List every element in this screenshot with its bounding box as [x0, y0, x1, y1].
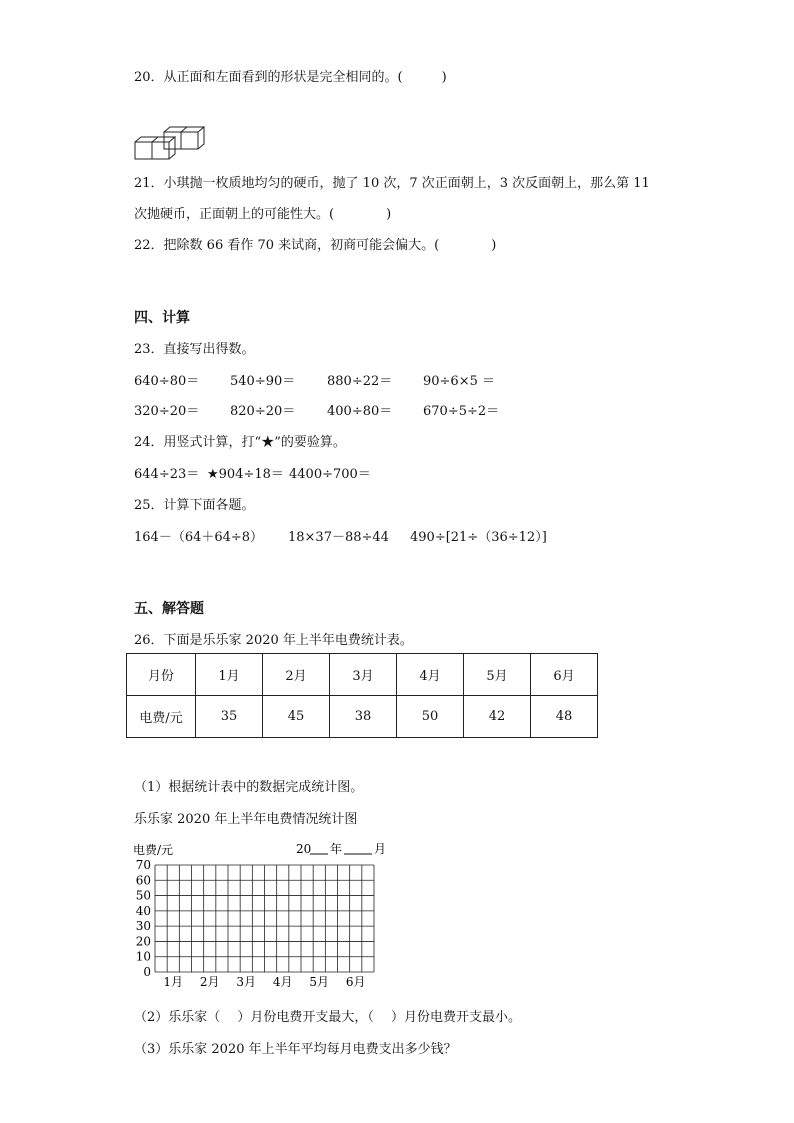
- y-tick-label: 20: [135, 934, 151, 949]
- y-tick-label: 10: [135, 949, 151, 964]
- table-row: [127, 696, 598, 738]
- y-tick-label: 60: [135, 873, 151, 888]
- x-tick-label: 3月: [236, 975, 257, 989]
- q25-item: 164－（64＋64÷8）: [134, 530, 264, 545]
- question-26-part2: （2）乐乐家（ ）月份电费开支最大，（ ）月份电费开支最小。: [134, 1010, 522, 1025]
- table-cell: 1月: [196, 654, 263, 696]
- y-tick-label: 50: [135, 888, 151, 903]
- x-tick-label: 6月: [345, 975, 366, 989]
- q25-item: 490÷[21÷（36÷12）]: [410, 530, 547, 545]
- x-tick-label: 1月: [163, 975, 184, 989]
- q24-item: 644÷23＝: [134, 467, 200, 482]
- question-24-title: 24．用竖式计算，打“★”的要验算。: [134, 435, 346, 450]
- q23-item: 540÷90＝: [230, 374, 296, 389]
- q25-item: 18×37－88÷44: [288, 530, 389, 545]
- question-21-line2: 次抛硬币，正面朝上的可能性大。( ): [134, 207, 392, 222]
- table-cell: 48: [531, 696, 598, 738]
- y-tick-label: 0: [143, 965, 151, 979]
- q23-item: 640÷80＝: [134, 374, 200, 389]
- table-cell: 月份: [127, 654, 196, 696]
- question-26-part3: （3）乐乐家 2020 年上半年平均每月电费支出多少钱？: [134, 1042, 457, 1057]
- table-cell: 50: [397, 696, 464, 738]
- q23-item: 880÷22＝: [327, 374, 393, 389]
- q23-item: 400÷80＝: [327, 404, 393, 419]
- x-tick-label: 2月: [199, 975, 220, 989]
- cube-stack-icon: [134, 126, 208, 162]
- q23-item: 820÷20＝: [230, 404, 296, 419]
- electricity-bar-chart: [130, 838, 400, 998]
- table-cell: 42: [464, 696, 531, 738]
- table-cell: 3月: [330, 654, 397, 696]
- x-tick-label: 4月: [272, 975, 293, 989]
- section-5-heading: 五、解答题: [134, 601, 204, 617]
- question-23-title: 23．直接写出得数。: [134, 342, 255, 357]
- question-22: 22．把除数 66 看作 70 来试商，初商可能会偏大。( ): [134, 238, 497, 253]
- x-ticks: [163, 975, 365, 989]
- table-header-row: [127, 654, 598, 696]
- section-4-heading: 四、计算: [134, 310, 190, 326]
- q23-item: 90÷6×5 ＝: [423, 374, 496, 389]
- question-25-title: 25．计算下面各题。: [134, 498, 255, 513]
- date-prefix: 20: [296, 842, 312, 856]
- q24-item: 4400÷700＝: [289, 467, 371, 482]
- q24-item: ★904÷18＝: [207, 467, 284, 482]
- table-cell: 5月: [464, 654, 531, 696]
- chart-caption: 乐乐家 2020 年上半年电费情况统计图: [134, 812, 358, 827]
- table-cell: 38: [330, 696, 397, 738]
- table-cell: 35: [196, 696, 263, 738]
- y-tick-label: 70: [135, 858, 151, 872]
- y-axis-label: 电费/元: [133, 843, 174, 857]
- table-cell: 2月: [263, 654, 330, 696]
- chart-grid: [155, 865, 374, 972]
- table-cell: 4月: [397, 654, 464, 696]
- q23-item: 670÷5÷2＝: [423, 404, 500, 419]
- y-tick-label: 30: [135, 919, 151, 934]
- y-ticks: [136, 858, 151, 979]
- table-cell: 电费/元: [127, 696, 196, 738]
- question-26-part1: （1）根据统计表中的数据完成统计图。: [134, 780, 364, 795]
- question-26-title: 26．下面是乐乐家 2020 年上半年电费统计表。: [134, 633, 413, 648]
- y-tick-label: 40: [135, 903, 151, 918]
- table-cell: 45: [263, 696, 330, 738]
- question-21-line1: 21．小琪抛一枚质地均匀的硬币，抛了 10 次，7 次正面朝上，3 次反面朝上，那么第 11: [134, 176, 650, 191]
- table-cell: 6月: [531, 654, 598, 696]
- fee-table: [126, 653, 598, 738]
- date-year: 年: [330, 842, 343, 856]
- date-month: 月: [374, 842, 387, 856]
- q23-item: 320÷20＝: [134, 404, 200, 419]
- question-20: 20．从正面和左面看到的形状是完全相同的。( ): [134, 70, 447, 85]
- x-tick-label: 5月: [309, 975, 330, 989]
